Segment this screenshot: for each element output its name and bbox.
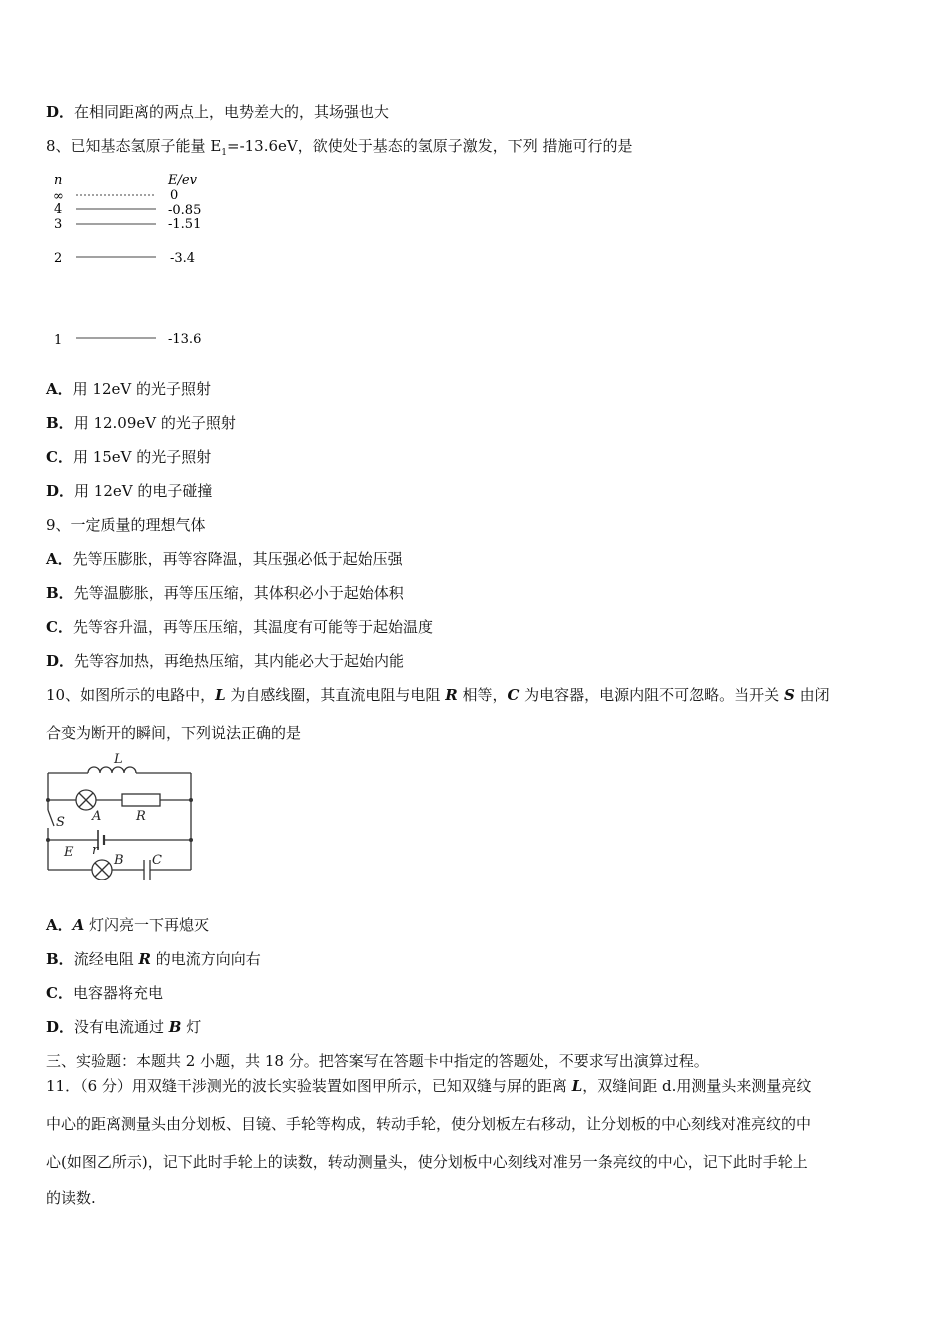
option-text: 先等温膨胀，再等压压缩，其体积必小于起始体积	[73, 584, 404, 602]
q11-line3	[46, 1151, 808, 1173]
option-text: 灯闪亮一下再熄灭	[84, 916, 210, 934]
option-label: D．	[46, 482, 75, 500]
option-label: D．	[46, 652, 75, 670]
level-e-2: -3.4	[170, 251, 196, 266]
q10-stem-line2	[46, 722, 301, 744]
question-number: 8、	[46, 137, 71, 155]
q8-stem	[46, 135, 633, 164]
level-e-inf: 0	[170, 188, 179, 203]
q8-option-d	[46, 480, 212, 502]
option-label: B．	[46, 950, 74, 968]
option-label: D．	[46, 1018, 75, 1036]
label-A: A	[92, 809, 102, 824]
level-n-2: 2	[54, 251, 63, 266]
stem-text: 由闭	[794, 686, 830, 704]
q10-option-a	[46, 914, 209, 936]
var-R: R	[445, 686, 458, 704]
inductor-coil	[88, 767, 136, 773]
q9-option-a	[46, 548, 403, 570]
option-text: 没有电流通过	[74, 1018, 169, 1036]
option-text: 用 12eV 的电子碰撞	[74, 482, 213, 500]
option-text: 先等容加热，再绝热压缩，其内能必大于起始内能	[74, 652, 405, 670]
label-C: C	[152, 853, 162, 868]
q10-stem-line1	[46, 684, 830, 706]
q8-option-a	[46, 378, 211, 400]
var-L: L	[215, 686, 226, 704]
option-text: 先等容升温，再等压压缩，其温度有可能等于起始温度	[72, 618, 433, 636]
option-label: A．	[46, 916, 73, 934]
section-title: 三、实验题：本题共 2 小题，共 18 分。把答案写在答题卡中指定的答题处，不要求写出演算过程。	[46, 1052, 709, 1070]
level-n-1: 1	[54, 333, 63, 348]
var-A: A	[72, 916, 85, 934]
option-text: 用 12.09eV 的光子照射	[73, 414, 236, 432]
option-text: 流经电阻	[73, 950, 139, 968]
option-label: C．	[46, 984, 73, 1002]
stem-text: 合变为断开的瞬间，下列说法正确的是	[46, 724, 302, 742]
stem-text: 为电容器，电源内阻不可忽略。当开关	[519, 686, 784, 704]
option-text: 在相同距离的两点上，电势差大的，其场强也大	[74, 103, 390, 121]
option-text: 电容器将充电	[72, 984, 163, 1002]
option-text: 用 15eV 的光子照射	[72, 448, 212, 466]
var-C: C	[507, 686, 520, 704]
level-e-4: -0.85	[168, 203, 202, 218]
var-R: R	[138, 950, 151, 968]
q11-line1	[46, 1075, 811, 1097]
question-number: 9、	[46, 516, 71, 534]
stem-text: 心(如图乙所示)，记下此时手轮上的读数，转动测量头，使分划板中心刻线对准另一条亮纹的中心，记下此时手轮上	[46, 1153, 808, 1171]
q9-option-c	[46, 616, 433, 638]
junction-dot	[46, 798, 50, 802]
option-label: B．	[46, 584, 74, 602]
stem-text: 一定质量的理想气体	[70, 516, 206, 534]
label-E: E	[64, 845, 74, 860]
q10-option-b	[46, 948, 261, 970]
q8-option-b	[46, 412, 236, 434]
q7-option-d	[46, 101, 389, 123]
question-number: 11．	[46, 1077, 81, 1095]
level-n-4: 4	[54, 202, 63, 217]
option-label: A．	[46, 380, 73, 398]
level-e-1: -13.6	[168, 332, 202, 347]
circuit-diagram	[40, 748, 200, 880]
option-label: D．	[46, 103, 75, 121]
section-3-heading	[46, 1050, 709, 1072]
level-e-3: -1.51	[168, 217, 202, 232]
option-text: 灯	[181, 1018, 202, 1036]
option-label: A．	[46, 550, 73, 568]
junction-dot	[189, 838, 193, 842]
label-B: B	[114, 853, 124, 868]
question-number: 10、	[46, 686, 81, 704]
stem-text: 中心的距离测量头由分划板、目镜、手轮等构成，转动手轮，使分划板左右移动，让分划板的中心刻线对准亮纹的中	[46, 1115, 812, 1133]
switch-s	[48, 810, 54, 826]
level-n-3: 3	[54, 217, 63, 232]
junction-dot	[46, 838, 50, 842]
stem-text: （6 分）用双缝干涉测光的波长实验装置如图甲所示，已知双缝与屏的距离	[80, 1077, 572, 1095]
stem-subscript: 1	[221, 148, 227, 158]
stem-text: 已知基态氢原子能量 E	[70, 137, 222, 155]
option-label: C．	[46, 618, 73, 636]
energy-level-diagram	[46, 168, 236, 354]
level-n-inf: ∞	[53, 189, 64, 204]
q10-option-d	[46, 1016, 201, 1038]
q11-line2	[46, 1113, 811, 1135]
stem-text: 如图所示的电路中，	[80, 686, 216, 704]
q10-option-c	[46, 982, 163, 1004]
label-L: L	[114, 752, 123, 767]
var-L: L	[571, 1077, 583, 1095]
q8-option-c	[46, 446, 211, 468]
q9-option-d	[46, 650, 404, 672]
label-S: S	[56, 815, 65, 830]
q11-line4	[46, 1187, 96, 1209]
option-text: 先等压膨胀，再等容降温，其压强必低于起始压强	[72, 550, 403, 568]
option-text: 的电流方向向右	[150, 950, 261, 968]
junction-dot	[189, 798, 193, 802]
label-R: R	[136, 809, 146, 824]
var-B: B	[168, 1018, 182, 1036]
var-S: S	[783, 686, 795, 704]
stem-text: ，双缝间距 d.用测量头来测量亮纹	[582, 1077, 812, 1095]
option-text: 用 12eV 的光子照射	[72, 380, 211, 398]
option-label: C．	[46, 448, 73, 466]
option-label: B．	[46, 414, 74, 432]
q9-stem	[46, 514, 206, 536]
resistor-r	[122, 794, 160, 806]
stem-text: 相等，	[457, 686, 508, 704]
col-e-label: E/ev	[168, 173, 197, 188]
stem-text: 的读数.	[46, 1189, 96, 1207]
col-n-label: n	[54, 173, 63, 188]
label-r: r	[92, 843, 99, 858]
q9-option-b	[46, 582, 404, 604]
stem-text-2: =-13.6eV，欲使处于基态的氢原子激发，下列 措施可行的是	[227, 137, 633, 155]
stem-text: 为自感线圈，其直流电阻与电阻	[225, 686, 446, 704]
